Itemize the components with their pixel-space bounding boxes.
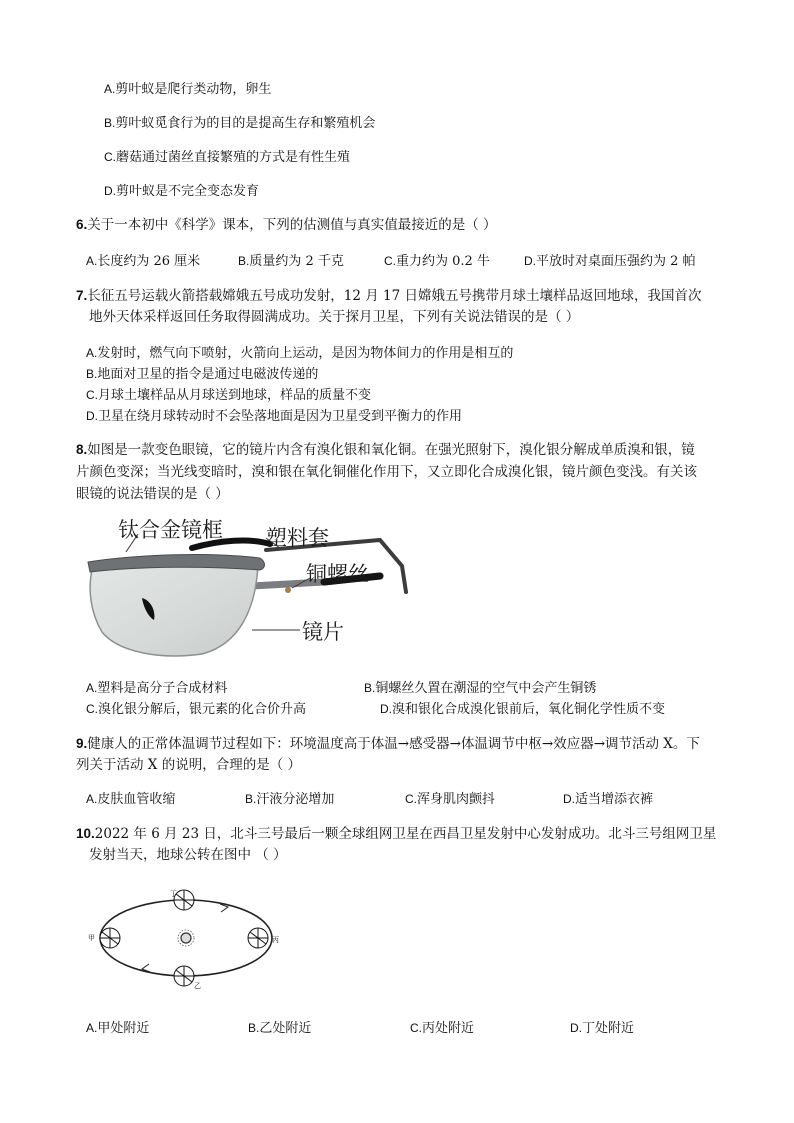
q6-option-a: A.长度约为 26 厘米 — [86, 254, 201, 269]
q8-stem-line2: 片颜色变深；当光线变暗时，溴和银在氧化铜催化作用下，又立即化合成溴化银，镜片颜色变浅。有关该 — [76, 464, 697, 480]
earth-orbit-diagram — [84, 882, 294, 992]
q5-option-d: D.剪叶蚁是不完全变态发育 — [104, 184, 260, 199]
label-bing: 丙 — [272, 936, 279, 944]
q9-option-d: D.适当增添衣裤 — [563, 792, 654, 807]
q8-stem-line1: 8.如图是一款变色眼镜，它的镜片内含有溴化银和氧化铜。在强光照射下，溴化银分解成单质溴和银，镜 — [76, 442, 695, 458]
q7-option-d: D.卫星在绕月球转动时不会坠落地面是因为卫星受到平衡力的作用 — [86, 409, 463, 424]
q7-stem-line2: 地外天体采样返回任务取得圆满成功。关于探月卫星，下列有关说法错误的是（ ） — [89, 309, 580, 325]
q10-option-d: D.丁处附近 — [570, 1021, 635, 1036]
q10-stem-line2: 发射当天，地球公转在图中 （ ） — [89, 847, 287, 863]
q10-option-a: A.甲处附近 — [86, 1021, 150, 1036]
q8-option-b: B.铜螺丝久置在潮湿的空气中会产生铜锈 — [364, 681, 597, 696]
q9-option-b: B.汗液分泌增加 — [245, 792, 335, 807]
globe-jia — [100, 928, 120, 948]
orbit-figure — [84, 882, 294, 992]
q6-stem: 6.关于一本初中《科学》课本，下列的估测值与真实值最接近的是（ ） — [76, 217, 497, 233]
q7-option-a: A.发射时，燃气向下喷射，火箭向上运动，是因为物体间力的作用是相互的 — [86, 346, 514, 361]
copper-screw — [285, 587, 291, 593]
q7-option-c: C.月球土壤样品从月球送到地球，样品的质量不变 — [86, 388, 372, 403]
q6-option-c: C.重力约为 0.2 牛 — [384, 254, 490, 269]
glasses-figure — [80, 512, 420, 672]
q8-option-d: D.溴和银化合成溴化银前后，氧化铜化学性质不变 — [380, 702, 666, 717]
label-lens: 镜片 — [302, 620, 344, 644]
lens-shape — [90, 561, 258, 656]
globe-ding — [174, 890, 194, 910]
q9-stem-line1: 9.健康人的正常体温调节过程如下：环境温度高于体温→感受器→体温调节中枢→效应器→调节活动 X。下 — [76, 736, 700, 752]
globe-yi — [174, 966, 194, 986]
q5-option-b: B.剪叶蚁觅食行为的目的是提高生存和繁殖机会 — [104, 116, 376, 131]
q9-option-c: C.浑身肌肉颤抖 — [405, 792, 496, 807]
label-jia: 甲 — [88, 934, 95, 942]
q6-option-d: D.平放时对桌面压强约为 2 帕 — [524, 254, 696, 269]
q10-stem-line1: 10.2022 年 6 月 23 日，北斗三号最后一颗全球组网卫星在西昌卫星发射中心发射成功。北斗三号组网卫星 — [76, 826, 717, 842]
q7-option-b: B.地面对卫星的指令是通过电磁波传递的 — [86, 367, 319, 382]
q9-stem-line2: 列关于活动 X 的说明，合理的是（ ） — [76, 757, 301, 773]
q6-option-b: B.质量约为 2 千克 — [238, 254, 344, 269]
label-yi: 乙 — [194, 982, 201, 990]
label-plastic-sleeve: 塑料套 — [266, 526, 329, 550]
q7-stem-line1: 7.长征五号运载火箭搭载嫦娥五号成功发射，12 月 17 日嫦娥五号携带月球土壤样品返回地球，我国首次 — [76, 288, 702, 304]
q8-option-c: C.溴化银分解后，银元素的化合价升高 — [86, 702, 307, 717]
sun-icon — [178, 930, 194, 946]
q9-option-a: A.皮肤血管收缩 — [86, 792, 176, 807]
label-ding: 丁 — [170, 890, 177, 898]
q10-option-b: B.乙处附近 — [248, 1021, 312, 1036]
label-copper-screw: 铜螺丝 — [306, 562, 369, 586]
q8-option-a: A.塑料是高分子合成材料 — [86, 681, 228, 696]
q5-option-a: A.剪叶蚁是爬行类动物，卵生 — [104, 82, 272, 97]
globe-bing — [248, 928, 268, 948]
label-titanium-frame: 钛合金镜框 — [118, 518, 223, 542]
q5-option-c: C.蘑菇通过菌丝直接繁殖的方式是有性生殖 — [104, 150, 351, 165]
q8-stem-line3: 眼镜的说法错误的是（ ） — [76, 486, 229, 502]
q10-option-c: C.丙处附近 — [410, 1021, 475, 1036]
